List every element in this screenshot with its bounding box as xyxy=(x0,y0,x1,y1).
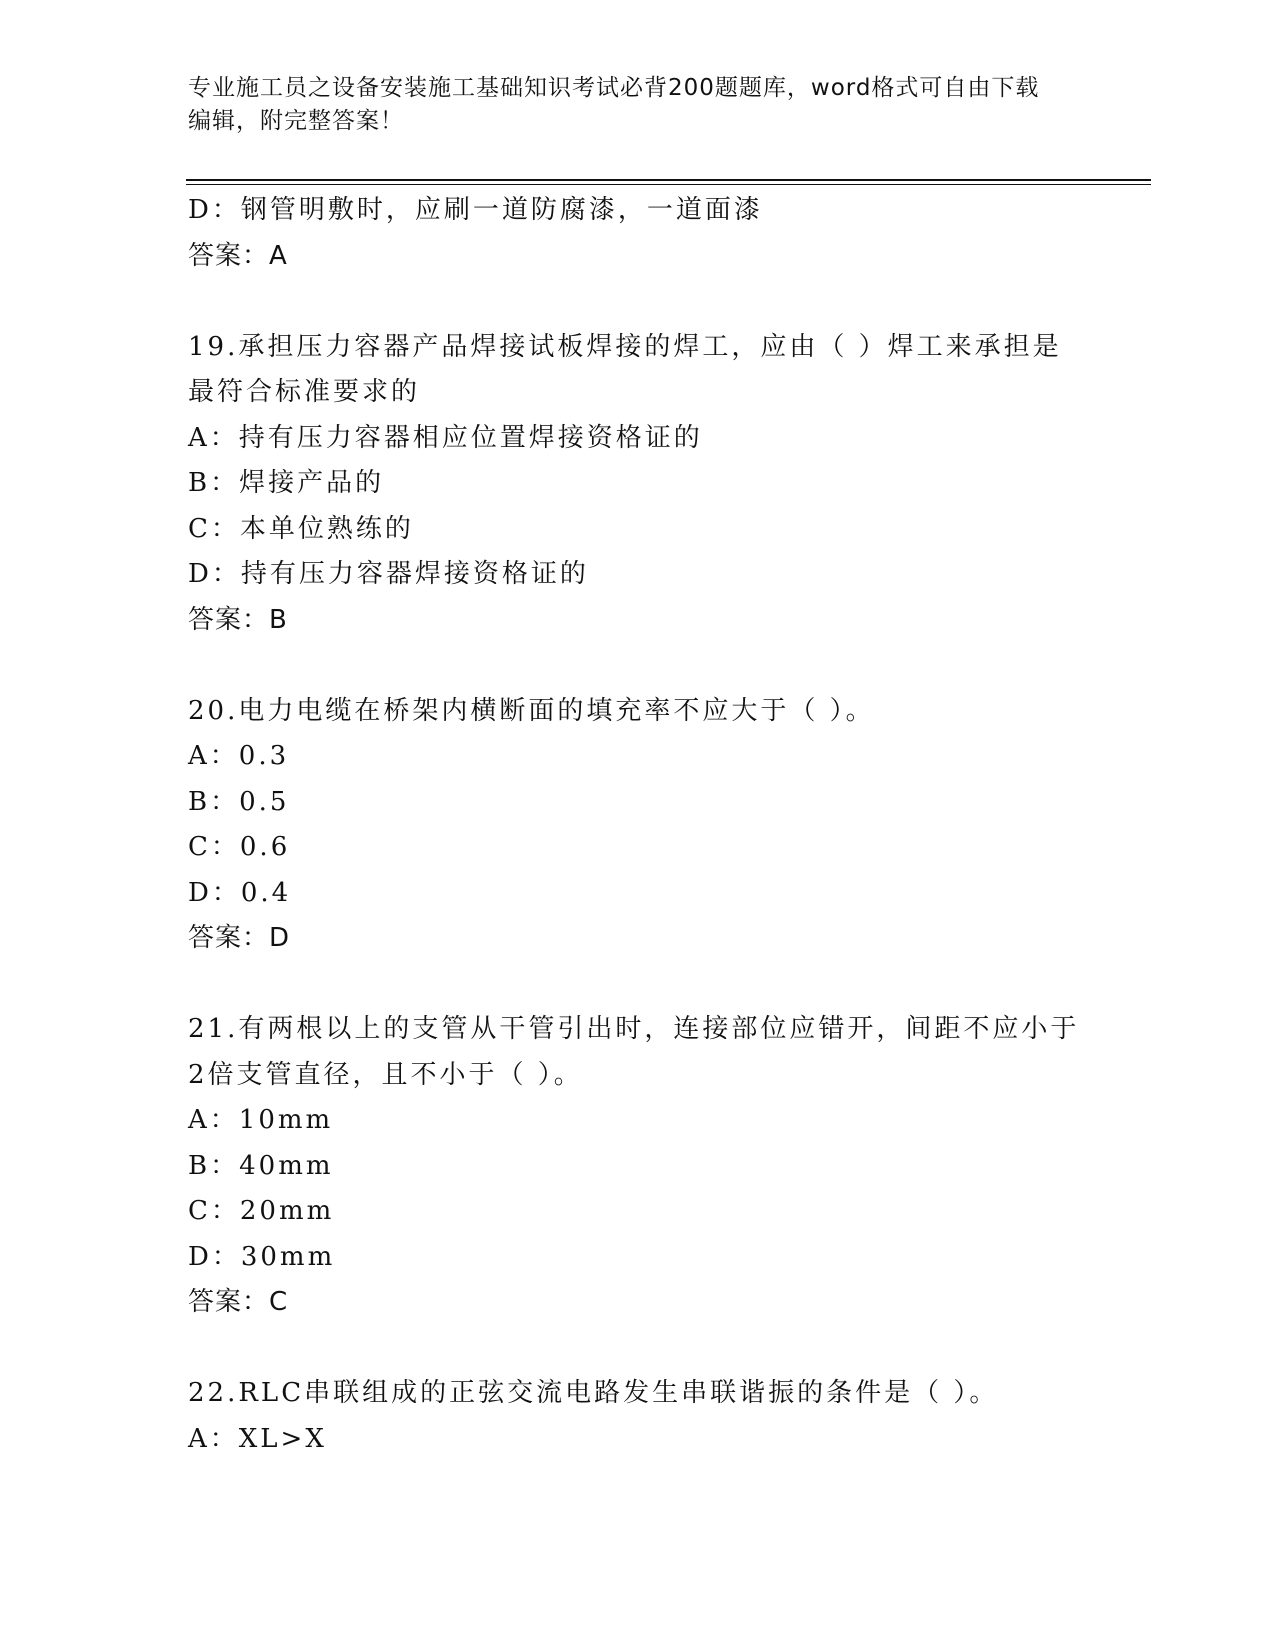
header-title-line-1: 专业施工员之设备安装施工基础知识考试必背200题题库，word格式可自由下载 xyxy=(188,75,1040,101)
header-title-line-2: 编辑，附完整答案！ xyxy=(188,108,404,134)
option-b: B：40mm xyxy=(188,1150,334,1181)
question-22 xyxy=(188,1371,1088,1462)
question-stem: 20.电力电缆在桥架内横断面的填充率不应大于（ ）。 xyxy=(188,695,875,726)
header-divider-thin xyxy=(186,184,1151,185)
question-21 xyxy=(188,1007,1088,1326)
question-stem-continued: 最符合标准要求的 xyxy=(188,377,421,407)
header-divider xyxy=(186,179,1151,181)
question-stem: 21.有两根以上的支管从干管引出时，连接部位应错开，间距不应小于 xyxy=(188,1014,1080,1044)
question-stem: 22.RLC串联组成的正弦交流电路发生串联谐振的条件是（ ）。 xyxy=(188,1378,999,1408)
option-b: B：0.5 xyxy=(188,786,290,817)
answer-line: 答案：D xyxy=(188,923,291,953)
option-a: A：0.3 xyxy=(188,741,290,771)
question-stem-continued: 2倍支管直径，且不小于（ ）。 xyxy=(188,1059,583,1090)
option-c: C：本单位熟练的 xyxy=(188,513,414,544)
answer-line: 答案：B xyxy=(188,604,288,635)
question-20 xyxy=(188,689,1088,962)
spacer xyxy=(188,279,1088,325)
question-stem: 19.承担压力容器产品焊接试板焊接的焊工，应由（ ）焊工来承担是 xyxy=(188,331,1062,362)
spacer xyxy=(188,643,1088,689)
question-list xyxy=(188,188,1088,1462)
option-b: B：焊接产品的 xyxy=(188,468,385,498)
option-a: A：持有压力容器相应位置焊接资格证的 xyxy=(188,422,703,453)
option-d: D：0.4 xyxy=(188,877,292,908)
answer-line: 答案：C xyxy=(188,1287,289,1317)
question-18-tail xyxy=(188,188,1088,279)
option-a: A：10mm xyxy=(188,1105,334,1135)
question-19 xyxy=(188,325,1088,644)
option-d: D：钢管明敷时，应刷一道防腐漆，一道面漆 xyxy=(188,195,763,225)
spacer xyxy=(188,962,1088,1008)
option-d: D：持有压力容器焊接资格证的 xyxy=(188,559,589,589)
spacer xyxy=(188,1326,1088,1372)
option-d: D：30mm xyxy=(188,1241,336,1272)
document-header xyxy=(188,72,1068,138)
option-c: C：20mm xyxy=(188,1196,335,1226)
answer-line: 答案：A xyxy=(188,240,288,271)
option-c: C：0.6 xyxy=(188,832,291,862)
option-a: A：XL>X xyxy=(188,1423,327,1454)
